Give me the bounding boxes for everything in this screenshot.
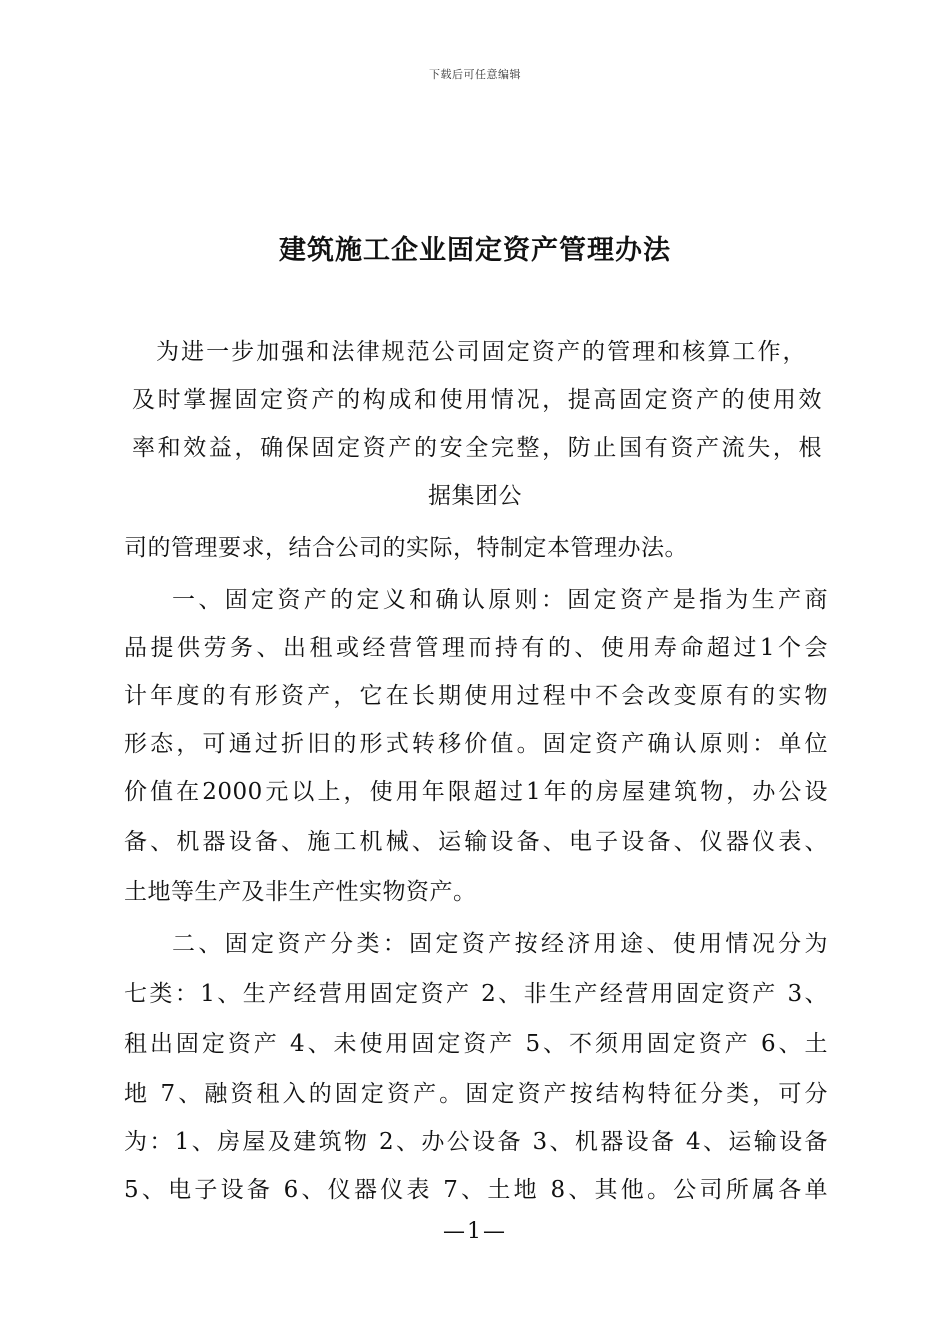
document-title: 建筑施工企业固定资产管理办法: [279, 235, 671, 266]
intro-line: 为进一步加强和法律规范公司固定资产的管理和核算工作，: [156, 339, 806, 365]
section-1-line: 价值在2000元以上，使用年限超过1年的房屋建筑物，办公设: [124, 779, 828, 805]
section-1-line: 品提供劳务、出租或经营管理而持有的、使用寿命超过1个会: [124, 635, 828, 661]
section-2-line: 5、电子设备 6、仪器仪表 7、土地 8、其他。公司所属各单: [124, 1177, 828, 1203]
intro-line: 率和效益，确保固定资产的安全完整，防止国有资产流失，根: [132, 435, 822, 461]
page-number: —1—: [443, 1219, 507, 1244]
section-2-line: 租出固定资产 4、未使用固定资产 5、不须用固定资产 6、土: [124, 1031, 828, 1057]
intro-tail-line: 司的管理要求，结合公司的实际，特制定本管理办法。: [124, 535, 688, 561]
section-2-line: 七类：1、生产经营用固定资产 2、非生产经营用固定资产 3、: [124, 981, 828, 1007]
section-1-line: 备、机器设备、施工机械、运输设备、电子设备、仪器仪表、: [124, 829, 828, 855]
section-1-line: 形态，可通过折旧的形式转移价值。固定资产确认原则：单位: [124, 731, 828, 757]
section-1-line: 计年度的有形资产，它在长期使用过程中不会改变原有的实物: [124, 683, 828, 709]
section-2-line: 为：1、房屋及建筑物 2、办公设备 3、机器设备 4、运输设备: [124, 1129, 828, 1155]
section-2-line: 地 7、融资租入的固定资产。固定资产按结构特征分类，可分: [124, 1081, 828, 1107]
intro-line: 及时掌握固定资产的构成和使用情况，提高固定资产的使用效: [132, 387, 822, 413]
header-note: 下载后可任意编辑: [429, 68, 521, 81]
section-2-line: 二、固定资产分类：固定资产按经济用途、使用情况分为: [172, 931, 828, 957]
intro-line: 据集团公: [428, 483, 522, 509]
section-1-line: 土地等生产及非生产性实物资产。: [124, 879, 477, 905]
section-1-line: 一、固定资产的定义和确认原则：固定资产是指为生产商: [172, 587, 828, 613]
